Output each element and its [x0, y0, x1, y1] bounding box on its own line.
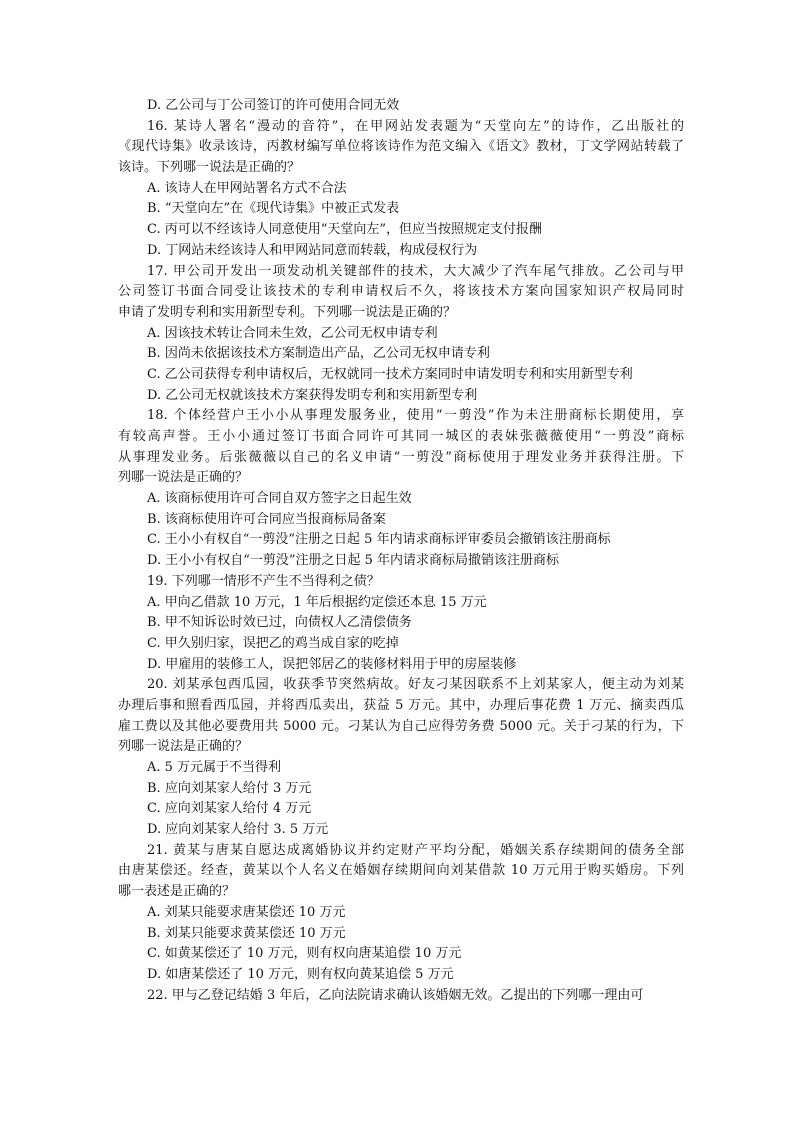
answer-option: C. 如黄某偿还了 10 万元，则有权向唐某追偿 10 万元 — [147, 946, 462, 962]
answer-option: A. 5 万元属于不当得利 — [147, 760, 282, 775]
question-text-line: 《现代诗集》收录该诗，丙教材编写单位将该诗作为范文编入《语文》教材，丁文学网站转载了 — [118, 139, 684, 155]
question-text-line: 列哪一说法是正确的？ — [118, 470, 249, 486]
answer-option: A. 因该技术转让合同未生效，乙公司无权申请专利 — [147, 325, 438, 341]
question-text-line: 18. 个体经营户王小小从事理发服务业，使用“一剪没”作为未注册商标长期使用，享 — [147, 408, 684, 424]
question-text-line: 该诗。下列哪一说法是正确的？ — [118, 160, 301, 176]
question-text-line: 21. 黄某与唐某自愿达成离婚协议并约定财产平均分配，婚姻关系存续期间的债务全部 — [147, 842, 684, 858]
answer-option: A. 甲向乙借款 10 万元，1 年后根据约定偿还本息 15 万元 — [147, 594, 487, 610]
question-text-line: 从事理发业务。后张薇薇以自己的名义申请“一剪没”商标使用于理发业务并获得注册。下 — [118, 449, 684, 465]
answer-option: D. 王小小有权自“一剪没”注册之日起 5 年内请求商标局撤销该注册商标 — [147, 553, 560, 569]
answer-option: D. 乙公司与丁公司签订的许可使用合同无效 — [147, 98, 400, 113]
question-text-line: 17. 甲公司开发出一项发动机关键部件的技术，大大减少了汽车尾气排放。乙公司与甲 — [147, 263, 684, 279]
question-text-line: 申请了发明专利和实用新型专利。下列哪一说法是正确的？ — [118, 304, 457, 320]
question-text-line: 22. 甲与乙登记结婚 3 年后，乙向法院请求确认该婚姻无效。乙提出的下列哪一理由可 — [147, 987, 644, 1003]
answer-option: D. 丁网站未经该诗人和甲网站同意而转载，构成侵权行为 — [147, 242, 478, 258]
question-text-line: 有较高声誉。王小小通过签订书面合同许可其同一城区的表妹张薇薇使用“一剪没”商标 — [118, 429, 684, 444]
answer-option: D. 应向刘某家人给付 3. 5 万元 — [147, 822, 329, 838]
answer-option: A. 该诗人在甲网站署名方式不合法 — [147, 180, 347, 196]
question-text-line: 雇工费以及其他必要费用共 5000 元。刁某认为自己应得劳务费 5000 元。关于刁某的行为，下 — [118, 718, 684, 734]
question-text-line: 办理后事和照看西瓜园，并将西瓜卖出，获益 5 万元。其中，办理后事花费 1 万元、摘卖西瓜 — [118, 697, 684, 713]
answer-option: C. 甲久别归家，误把乙的鸡当成自家的吃掉 — [147, 635, 399, 651]
answer-option: D. 甲雇用的装修工人，误把邻居乙的装修材料用于甲的房屋装修 — [147, 656, 517, 672]
answer-option: D. 乙公司无权就该技术方案获得发明专利和实用新型专利 — [147, 387, 478, 403]
question-text-line: 由唐某偿还。经查，黄某以个人名义在婚姻存续期间向刘某借款 10 万元用于购买婚房。下列 — [118, 863, 684, 879]
answer-option: A. 该商标使用许可合同自双方签字之日起生效 — [147, 491, 412, 507]
answer-option: C. 丙可以不经该诗人同意使用“天堂向左”，但应当按照规定支付报酬 — [147, 222, 543, 238]
answer-option: A. 刘某只能要求唐某偿还 10 万元 — [147, 904, 346, 920]
answer-option: B. “天堂向左”在《现代诗集》中被正式发表 — [147, 201, 400, 217]
answer-option: C. 王小小有权自“一剪没”注册之日起 5 年内请求商标评审委员会撤销该注册商标 — [147, 532, 611, 548]
answer-option: B. 刘某只能要求黄某偿还 10 万元 — [147, 925, 346, 941]
answer-option: B. 因尚未依据该技术方案制造出产品，乙公司无权申请专利 — [147, 346, 490, 362]
answer-option: C. 应向刘某家人给付 4 万元 — [147, 801, 312, 817]
question-text-line: 哪一表述是正确的？ — [118, 884, 236, 900]
question-text-line: 列哪一说法是正确的？ — [118, 739, 249, 755]
question-text-line: 16. 某诗人署名“漫动的音符”，在甲网站发表题为“天堂向左”的诗作，乙出版社的 — [147, 118, 684, 134]
question-text-line: 20. 刘某承包西瓜园，收获季节突然病故。好友刁某因联系不上刘某家人，便主动为刘某 — [147, 677, 684, 693]
answer-option: B. 该商标使用许可合同应当报商标局备案 — [147, 511, 386, 527]
answer-option: C. 乙公司获得专利申请权后，无权就同一技术方案同时申请发明专利和实用新型专利 — [147, 366, 633, 382]
answer-option: D. 如唐某偿还了 10 万元，则有权向黄某追偿 5 万元 — [147, 966, 454, 982]
answer-option: B. 甲不知诉讼时效已过，向债权人乙清偿债务 — [147, 615, 412, 631]
document-page — [118, 96, 684, 1006]
answer-option: B. 应向刘某家人给付 3 万元 — [147, 780, 312, 796]
question-text-line: 公司签订书面合同受让该技术的专利申请权后不久，将该技术方案向国家知识产权局同时 — [118, 284, 684, 300]
question-text-line: 19. 下列哪一情形不产生不当得利之债？ — [147, 573, 380, 589]
